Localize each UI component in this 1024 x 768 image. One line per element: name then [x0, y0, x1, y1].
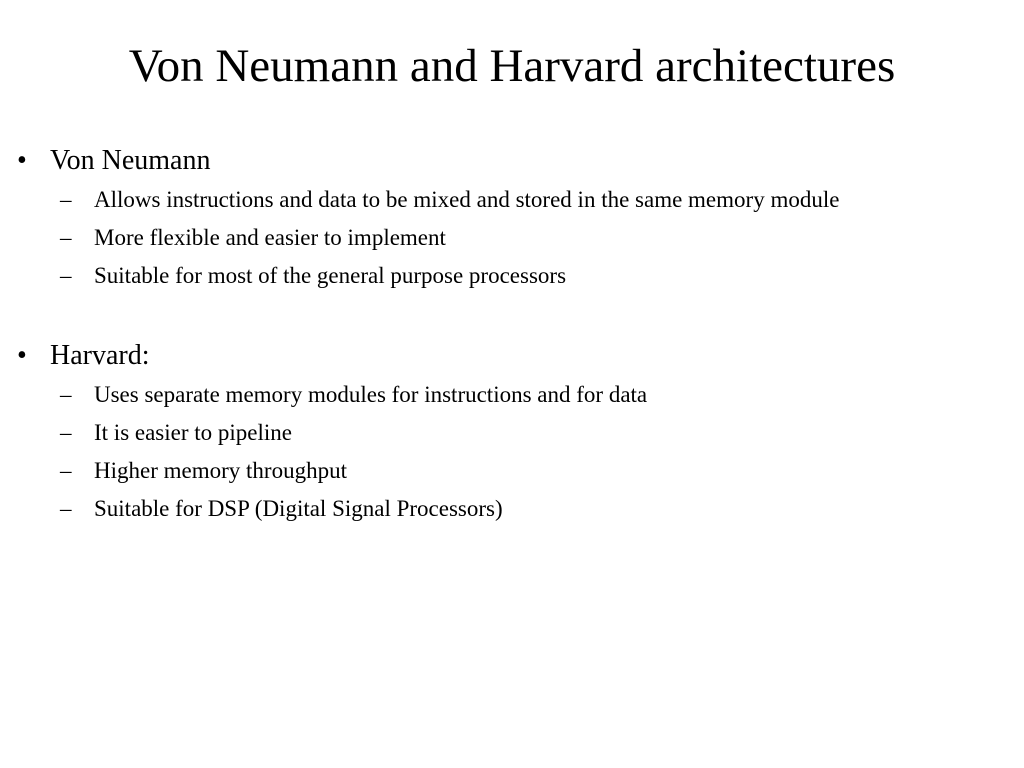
sub-item-text: More flexible and easier to implement [94, 225, 446, 250]
bullet-icon: • [17, 340, 27, 371]
sub-item-text: It is easier to pipeline [94, 420, 292, 445]
sub-item [0, 376, 1024, 414]
bullet-item [0, 336, 1024, 376]
dash-icon: – [60, 263, 72, 288]
bullet-item [0, 141, 1024, 181]
section-von-neumann [0, 141, 1024, 295]
dash-icon: – [60, 187, 72, 212]
sub-item-text: Allows instructions and data to be mixed and stored in the same memory module [94, 187, 840, 212]
sub-item-text: Higher memory throughput [94, 458, 347, 483]
section-harvard [0, 336, 1024, 528]
sub-item-text: Uses separate memory modules for instructions and for data [94, 382, 648, 407]
dash-icon: – [60, 225, 72, 250]
sub-item [0, 490, 1024, 528]
dash-icon: – [60, 420, 72, 445]
sub-item-text: Suitable for most of the general purpose processors [94, 263, 567, 288]
sub-item-text: Suitable for DSP (Digital Signal Processors) [94, 496, 503, 521]
bullet-icon: • [17, 145, 27, 176]
dash-icon: – [60, 458, 72, 483]
bullet-heading: Harvard: [50, 340, 150, 371]
sub-item [0, 452, 1024, 490]
sub-item [0, 181, 1024, 219]
sub-item [0, 414, 1024, 452]
bullet-heading: Von Neumann [50, 145, 211, 176]
dash-icon: – [60, 496, 72, 521]
sub-item [0, 219, 1024, 257]
dash-icon: – [60, 382, 72, 407]
slide-title: Von Neumann and Harvard architectures [128, 40, 896, 92]
sub-item [0, 257, 1024, 295]
